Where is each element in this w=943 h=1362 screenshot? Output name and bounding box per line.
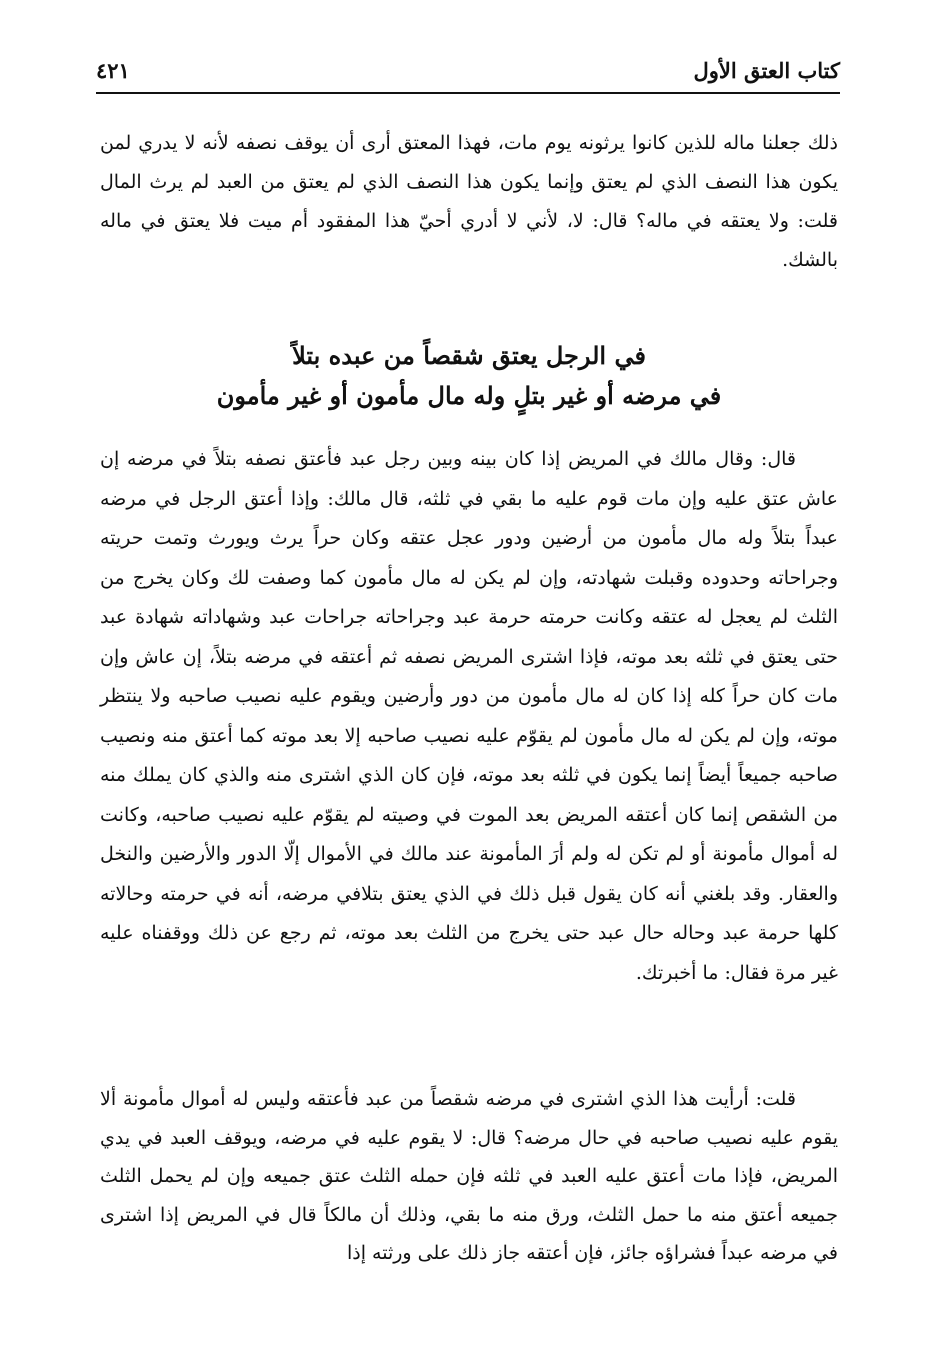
page-number: ٤٢١ [96,58,130,83]
running-header [96,52,840,90]
section-heading-line-1: في الرجل يعتق شقصاً من عبده بتلاً [292,341,646,370]
question-paragraph: قلت: أرأيت هذا الذي اشترى في مرضه شقصاً من عبد فأعتقه وليس له أموال مأمونة ألا يقوم عليه نصيب صاحبه في حال مرضه؟ قال: لا يقوم عليه في مرضه، ويوقف العبد في يدي المريض، فإذا مات أعتق عليه العبد في ثلثه فإن حمله الثلث عتق جميعه وإن لم يحمل الثلث جميعه أعتق منه ما حمل الثلث، ورق منه ما بقي، وذلك أن مالكاً قال في المريض إذا اشترى في مرضه عبداً فشراؤه جائز، فإن أعتقه جاز ذلك على ورثته إذا [100,1088,838,1264]
intro-paragraph: ذلك جعلنا ماله للذين كانوا يرثونه يوم مات، فهذا المعتق أرى أن يوقف نصفه لأنه لا يدري لمن يكون هذا النصف الذي لم يعتق وإنما يكون هذا النصف الذي لم يعتق من العبد لم يرث المال قلت: ولا يعتقه في ماله؟ قال: لا، لأني لا أدري أحيّ هذا المفقود أم ميت فلا يعتق في ماله بالشك. [100,132,838,271]
section-heading-line-2: في مرضه أو غير بتلٍ وله مال مأمون أو غير مأمون [216,381,722,410]
header-divider [96,92,840,94]
book-title: كتاب العتق الأول [693,58,840,83]
main-paragraph: قال: وقال مالك في المريض إذا كان بينه وبين رجل عبد فأعتق نصفه بتلاً في مرضه إن عاش عتق عليه وإن مات قوم عليه ما بقي في ثلثه، قال مالك: وإذا أعتق الرجل في مرضه عبداً بتلاً وله مال مأمون من أرضين ودور عجل عتقه وكان حراً يرث ويورث وتمت حريته وجراحاته وحدوده وقبلت شهادته، وإن لم يكن له مال مأمون كما وصفت لك وكان يخرج من الثلث لم يعجل له عتقه وكانت حرمته حرمة عبد وجراحاته جراحات عبد وشهاداته شهادة عبد حتى يعتق في ثلثه بعد موته، فإذا اشترى المريض نصفه ثم أعتقه في مرضه بتلاً، إن عاش وإن مات كان حراً كله إذا كان له مال مأمون من دور وأرضين ويقوم عليه نصيب صاحبه ولا ينتظر موته، وإن لم يكن له مال مأمون لم يقوّم عليه نصيب صاحبه إلا بعد موته كما أعتق منه ونصيب صاحبه جميعاً أيضاً إنما يكون في ثلثه بعد موته، فإن كان الذي اشترى منه والذي كان يملك منه من الشقص إنما كان أعتقه المريض بعد الموت في وصيته لم يقوّم عليه نصيب صاحبه، وكانت له أموال مأمونة أو لم تكن له ولم أرَ المأمونة عند مالك في الأموال إلّا الدور والأرضين والنخل والعقار. وقد بلغني أنه كان يقول قبل ذلك في الذي يعتق بتلافي مرضه، أنه في حرمته وحالاته كلها حرمة عبد وحاله حال عبد حتى يخرج من الثلث بعد موته، ثم رجع عن ذلك ووقفناه عليه غير مرة فقال: ما أخبرتك. [100,448,838,984]
